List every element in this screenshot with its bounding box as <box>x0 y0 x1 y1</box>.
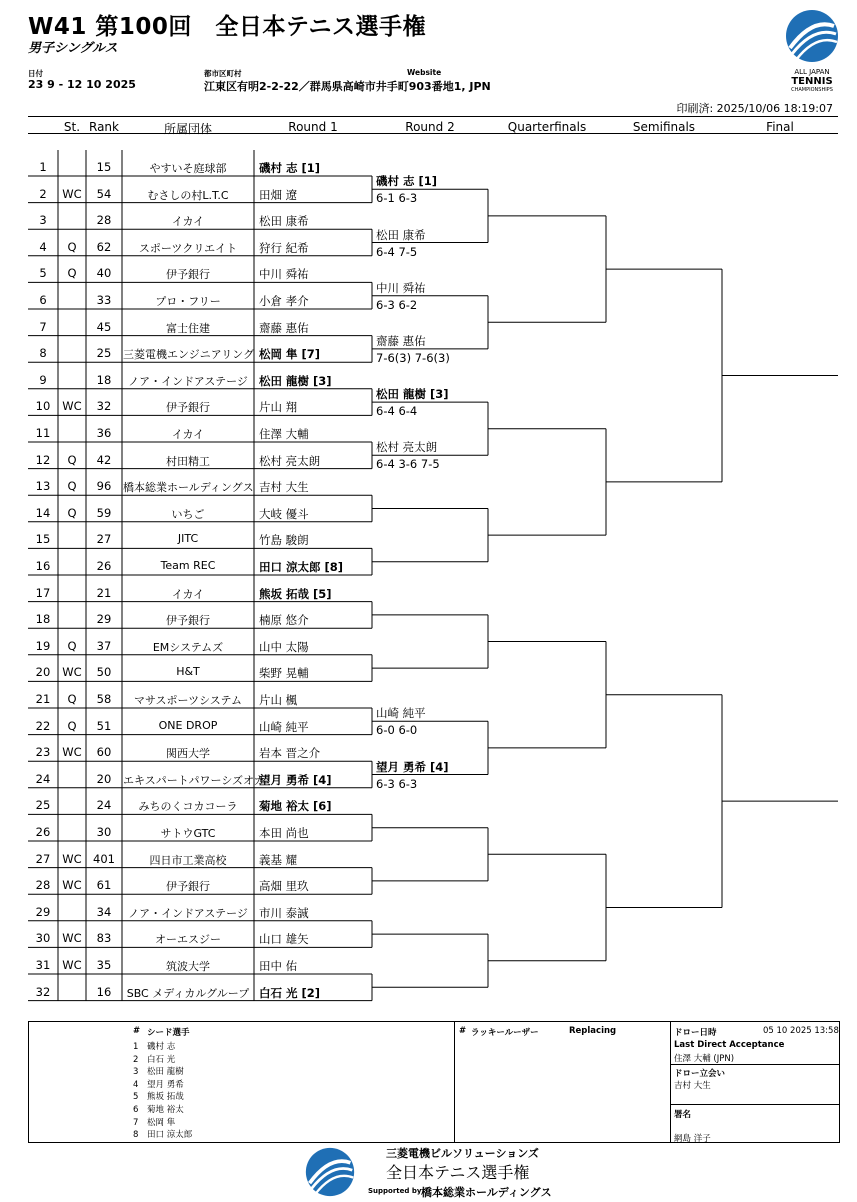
entry-rank: 60 <box>96 745 112 760</box>
entry-club: マサスポーツシステム <box>133 694 243 707</box>
witness-value: 吉村 大生 <box>674 1081 711 1091</box>
entry-rank: 27 <box>96 532 112 547</box>
col-round2: Round 2 <box>405 120 455 134</box>
entry-status: Q <box>67 718 77 733</box>
seed-list-item <box>133 1103 184 1115</box>
player-name: 山口 雄矢 <box>259 932 309 947</box>
seed-hash: # <box>133 1026 141 1036</box>
player-name: 田畑 遼 <box>259 187 298 202</box>
player-name: 柴野 晃輔 <box>259 666 309 681</box>
seed-list-item <box>133 1078 184 1090</box>
date-value: 23 9 - 12 10 2025 <box>28 78 136 91</box>
seed-number: 4 <box>133 1079 139 1090</box>
entry-club: 伊予銀行 <box>166 880 210 894</box>
entry-club: エキスパートパワーシズオカ <box>123 773 265 787</box>
draw-position-number: 28 <box>35 878 51 893</box>
entry-club: Team REC <box>160 559 216 572</box>
entry-club: 三菱電機エンジニアリング <box>123 348 255 362</box>
draw-position-number: 24 <box>35 771 51 786</box>
entry-rank: 58 <box>96 692 112 706</box>
entry-rank: 96 <box>96 479 112 494</box>
seed-player-name: 白石 光 <box>147 1054 176 1065</box>
player-name: 山中 太陽 <box>259 639 309 654</box>
entry-club: SBC メディカルグループ <box>126 986 250 1000</box>
panel-divider-2 <box>670 1022 671 1142</box>
col-rank: Rank <box>89 120 119 134</box>
round2-winner-name: 松田 康希 <box>376 227 426 242</box>
player-name: 中川 舜祐 <box>259 267 309 282</box>
col-final: Final <box>766 120 794 134</box>
entry-rank: 83 <box>96 931 112 946</box>
seed-number: 5 <box>133 1092 139 1103</box>
entry-status: WC <box>62 399 82 414</box>
replacing-title: Replacing <box>569 1026 617 1036</box>
round2-winner-name: 齋藤 惠佑 <box>376 333 426 348</box>
entry-rank: 21 <box>96 585 112 600</box>
player-name: 竹島 駿朗 <box>259 533 309 548</box>
supporter-name: 橋本総業ホールディングス <box>421 1186 552 1199</box>
entry-rank: 42 <box>96 452 112 467</box>
entry-club: 橋本総業ホールディングス <box>123 481 254 495</box>
sponsor-logo <box>302 1146 358 1202</box>
player-name: 田口 涼太郎 [8] <box>259 560 344 574</box>
entry-rank: 30 <box>96 825 112 839</box>
draw-position-number: 17 <box>35 585 51 600</box>
draw-position-number: 13 <box>35 479 51 494</box>
player-name: 齋藤 惠佑 <box>259 320 309 335</box>
seed-player-name: 田口 涼太郎 <box>147 1130 193 1141</box>
entry-club: イカイ <box>171 587 205 601</box>
entry-rank: 20 <box>96 771 112 786</box>
draw-position-number: 32 <box>35 984 51 999</box>
draw-position-number: 31 <box>35 958 51 972</box>
player-name: 松岡 隼 [7] <box>259 347 321 362</box>
entry-rank: 54 <box>96 186 112 201</box>
round2-score: 6-0 6-0 <box>376 723 418 738</box>
player-name: 片山 楓 <box>259 693 298 707</box>
lucky-hash: # <box>459 1026 467 1036</box>
entry-club: 伊予銀行 <box>166 401 210 415</box>
draw-position-number: 15 <box>35 532 51 547</box>
entry-status: Q <box>67 479 77 494</box>
seed-list-item <box>133 1053 175 1065</box>
seed-player-name: 望月 勇希 <box>147 1079 184 1090</box>
player-name: 片山 翔 <box>259 400 298 415</box>
player-name: 菊地 裕太 [6] <box>259 799 332 814</box>
entry-rank: 45 <box>96 319 112 334</box>
col-quarterfinals: Quarterfinals <box>507 120 587 134</box>
location-value: 江東区有明2-2-22／群馬県高崎市井手町903番地1, JPN <box>204 80 491 93</box>
draw-position-number: 2 <box>39 186 47 201</box>
draw-position-number: 25 <box>35 798 51 813</box>
player-name: 田中 佑 <box>259 959 298 973</box>
website-label: Website <box>407 68 442 77</box>
entry-rank: 16 <box>96 984 112 999</box>
panel-hline-1 <box>670 1064 839 1065</box>
player-name: 松田 康希 <box>259 214 309 229</box>
date-label: 日付 <box>28 69 43 78</box>
entry-club: EMシステムズ <box>152 640 224 654</box>
seed-player-name: 熊坂 拓哉 <box>147 1092 184 1103</box>
round2-score: 7-6(3) 7-6(3) <box>376 350 450 365</box>
witness-label: ドロー立会い <box>674 1069 726 1079</box>
sponsor-line-1: 三菱電機ビルソリューションズ <box>386 1147 539 1160</box>
col-status: St. <box>63 120 81 134</box>
supported-by-label: Supported by <box>368 1187 422 1195</box>
player-name: 松村 亮太朗 <box>259 453 321 468</box>
draw-position-number: 18 <box>35 612 51 627</box>
entry-club: イカイ <box>171 215 205 229</box>
round2-score: 6-3 6-2 <box>376 297 418 312</box>
seed-number: 2 <box>133 1054 139 1065</box>
round2-score: 6-4 6-4 <box>376 404 418 419</box>
entry-rank: 34 <box>96 904 112 919</box>
player-name: 山崎 純平 <box>259 719 309 734</box>
seed-list-item <box>133 1065 184 1077</box>
entry-club: JITC <box>177 532 199 546</box>
seed-number: 8 <box>133 1130 139 1141</box>
signature-label: 署名 <box>674 1110 692 1120</box>
col-semifinals: Semifinals <box>632 120 696 134</box>
entry-status: WC <box>62 186 82 201</box>
entry-club: みちのくコカコーラ <box>138 800 238 814</box>
seed-player-name: 菊地 裕太 <box>147 1105 184 1115</box>
round2-winner-name: 望月 勇希 [4] <box>376 759 449 774</box>
player-name: 松田 龍樹 [3] <box>259 373 332 388</box>
entry-club: プロ・フリー <box>155 295 221 308</box>
seed-number: 6 <box>133 1105 139 1115</box>
entry-rank: 28 <box>96 213 112 228</box>
tennis-ball-logo-icon <box>302 1146 358 1198</box>
entry-rank: 50 <box>96 665 112 680</box>
player-name: 望月 勇希 [4] <box>259 772 332 787</box>
seed-number: 3 <box>133 1067 139 1078</box>
entry-rank: 36 <box>96 426 112 440</box>
entry-rank: 59 <box>96 505 112 520</box>
draw-position-number: 12 <box>35 452 51 467</box>
entry-rank: 51 <box>96 718 112 733</box>
entry-rank: 25 <box>96 346 112 361</box>
player-name: 岩本 晋之介 <box>259 746 321 761</box>
entry-club: 関西大学 <box>166 747 210 761</box>
col-club: 所属団体 <box>163 122 212 136</box>
draw-info-panel <box>28 1021 840 1143</box>
player-name: 小倉 孝介 <box>259 294 309 308</box>
draw-position-number: 6 <box>39 293 47 307</box>
entry-club: H&T <box>176 665 200 679</box>
entry-club: むさしの村L.T.C <box>147 188 229 202</box>
location-label: 都市区町村 <box>204 69 242 78</box>
draw-position-number: 10 <box>35 399 51 414</box>
entry-rank: 33 <box>96 293 112 307</box>
round2-score: 6-1 6-3 <box>376 191 418 206</box>
entry-club: 富士住建 <box>166 321 210 335</box>
entry-rank: 401 <box>93 851 115 866</box>
round2-winner-name: 松田 龍樹 [3] <box>376 387 449 402</box>
entry-club: 伊予銀行 <box>166 268 210 282</box>
entry-status: Q <box>67 692 77 706</box>
entry-club: イカイ <box>171 428 205 441</box>
draw-position-number: 30 <box>35 931 51 946</box>
entry-club: オーエスジー <box>155 933 221 947</box>
draw-position-number: 22 <box>35 718 51 733</box>
entry-status: Q <box>67 266 77 281</box>
event-subtitle: 男子シングルス <box>28 41 118 56</box>
seed-number: 7 <box>133 1117 139 1128</box>
panel-divider-1 <box>454 1022 455 1142</box>
entry-rank: 40 <box>96 266 112 281</box>
draw-position-number: 20 <box>35 665 51 680</box>
draw-position-number: 11 <box>35 426 51 440</box>
seed-player-name: 松岡 隼 <box>147 1117 176 1128</box>
seed-list-item <box>133 1128 192 1140</box>
page-title: W41 第100回 全日本テニス選手権 <box>28 14 426 40</box>
entry-rank: 18 <box>96 372 112 387</box>
entry-rank: 26 <box>96 559 112 573</box>
entry-club: 村田精工 <box>166 454 210 468</box>
col-round1: Round 1 <box>288 120 338 134</box>
entry-rank: 37 <box>96 638 112 653</box>
player-name: 磯村 志 [1] <box>259 161 321 175</box>
sponsor-line-2: 全日本テニス選手権 <box>386 1163 530 1182</box>
entry-rank: 32 <box>96 399 112 414</box>
logo-line-3: CHAMPIONSHIPS <box>791 87 833 93</box>
seed-player-name: 松田 龍樹 <box>147 1067 184 1078</box>
draw-time-value: 05 10 2025 13:58 <box>763 1026 839 1036</box>
round2-score: 6-3 6-3 <box>376 776 418 791</box>
lucky-loser-title: ラッキールーザー <box>471 1028 539 1038</box>
player-name: 白石 光 [2] <box>259 985 321 1000</box>
entry-club: スポーツクリエイト <box>138 241 238 255</box>
round2-winner-name: 松村 亮太朗 <box>376 440 438 455</box>
player-name: 狩行 紀希 <box>259 240 309 255</box>
entry-rank: 35 <box>96 958 112 972</box>
player-name: 義基 耀 <box>259 852 298 867</box>
entry-rank: 62 <box>96 239 112 254</box>
entry-status: Q <box>67 638 77 653</box>
entry-status: WC <box>62 665 82 680</box>
entry-club: やすいそ庭球部 <box>149 162 227 175</box>
draw-position-number: 23 <box>35 745 51 760</box>
round2-winner-name: 中川 舜祐 <box>376 280 426 295</box>
seed-player-name: 磯村 志 <box>147 1042 176 1052</box>
logo-line-2: TENNIS <box>791 76 833 87</box>
entry-status: WC <box>62 878 82 893</box>
draw-position-number: 16 <box>35 559 51 573</box>
seed-list-item <box>133 1040 175 1052</box>
entry-status: Q <box>67 239 77 254</box>
entry-status: WC <box>62 958 82 972</box>
draw-position-number: 8 <box>39 346 47 361</box>
entry-status: WC <box>62 931 82 946</box>
player-name: 熊坂 拓哉 [5] <box>259 586 332 601</box>
entry-status: Q <box>67 452 77 467</box>
draw-position-number: 26 <box>35 825 51 839</box>
lda-label: Last Direct Acceptance <box>674 1040 785 1050</box>
draw-position-number: 1 <box>39 160 47 174</box>
player-name: 大岐 優斗 <box>259 506 309 521</box>
round2-winner-name: 山崎 純平 <box>376 706 426 721</box>
seed-list-item <box>133 1090 184 1102</box>
entry-club: 伊予銀行 <box>166 614 210 628</box>
entry-status: WC <box>62 745 82 760</box>
draw-position-number: 21 <box>35 692 51 706</box>
draw-position-number: 4 <box>39 239 47 254</box>
seed-list-title: シード選手 <box>147 1028 190 1038</box>
lda-value: 住澤 大輔 (JPN) <box>674 1054 735 1064</box>
entry-club: ノア・インドアステージ <box>128 374 248 388</box>
draw-time-label: ドロー日時 <box>674 1028 717 1038</box>
entry-club: いちご <box>171 507 205 521</box>
entry-rank: 29 <box>96 612 112 627</box>
seed-list-item <box>133 1116 175 1128</box>
seed-number: 1 <box>133 1042 139 1052</box>
player-name: 市川 泰誠 <box>259 905 309 920</box>
draw-position-number: 3 <box>39 213 47 228</box>
draw-position-number: 27 <box>35 851 51 866</box>
round2-score: 6-4 3-6 7-5 <box>376 457 440 472</box>
entry-club: サトウGTC <box>160 827 216 840</box>
draw-position-number: 7 <box>39 319 47 334</box>
draw-position-number: 19 <box>35 638 51 653</box>
draw-position-number: 9 <box>39 372 47 387</box>
player-name: 本田 尚也 <box>259 826 309 840</box>
entry-club: 四日市工業高校 <box>149 853 227 867</box>
draw-position-number: 29 <box>35 904 51 919</box>
draw-position-number: 14 <box>35 505 51 520</box>
entry-rank: 15 <box>96 160 112 174</box>
entry-status: Q <box>67 505 77 520</box>
panel-hline-2 <box>670 1104 839 1105</box>
entry-club: ノア・インドアステージ <box>128 906 248 920</box>
round2-winner-name: 磯村 志 [1] <box>376 174 438 189</box>
player-name: 吉村 大生 <box>259 480 309 495</box>
entry-status: WC <box>62 851 82 866</box>
entry-club: 筑波大学 <box>166 960 210 973</box>
round2-score: 6-4 7-5 <box>376 244 418 259</box>
signature-value: 網島 洋子 <box>674 1134 711 1144</box>
player-name: 楠原 悠介 <box>259 613 309 628</box>
logo-line-1: ALL JAPAN <box>794 68 830 76</box>
entry-club: ONE DROP <box>158 718 218 732</box>
draw-position-number: 5 <box>39 266 47 281</box>
player-name: 高畑 里玖 <box>259 879 309 894</box>
printed-timestamp: 印刷済: 2025/10/06 18:19:07 <box>676 102 833 115</box>
entry-rank: 24 <box>96 798 112 813</box>
player-name: 住澤 大輔 <box>259 427 309 441</box>
entry-rank: 61 <box>96 878 112 893</box>
